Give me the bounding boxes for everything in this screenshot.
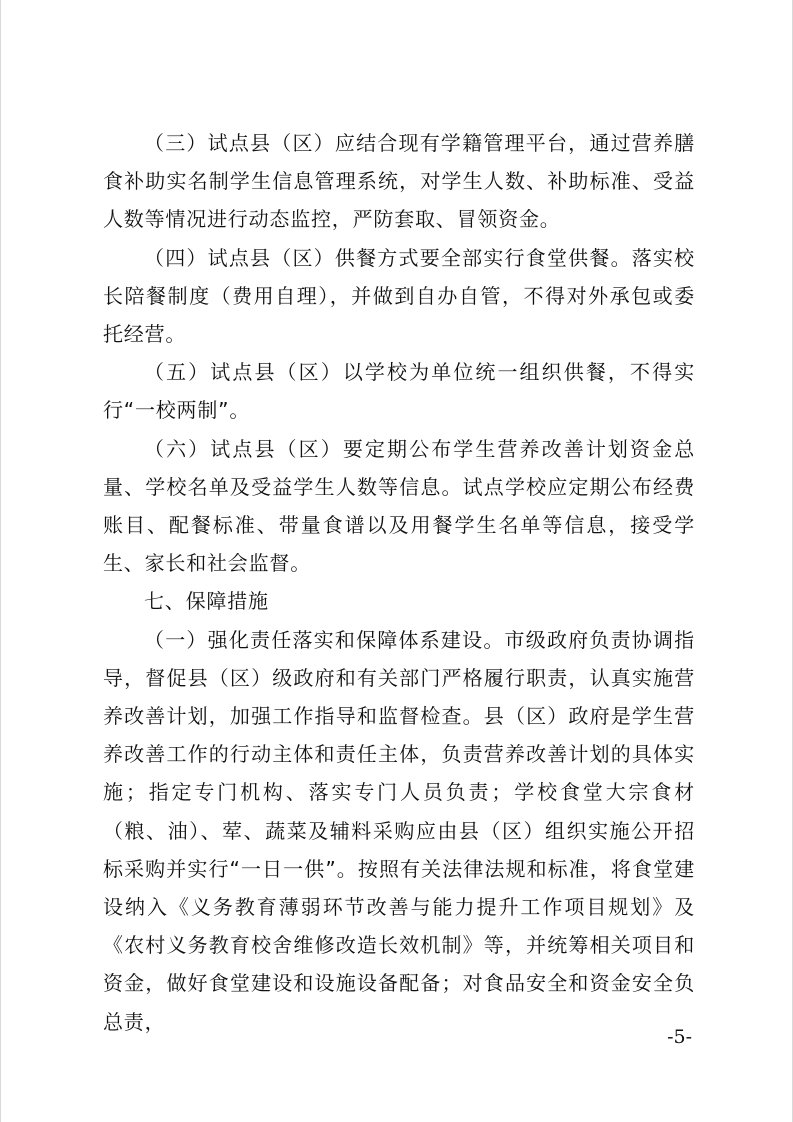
section-heading-safeguards: 七、保障措施	[144, 589, 269, 614]
paragraph-5-unified-supply: （五）试点县（区）以学校为单位统一组织供餐，不得实行“一校两制”。	[103, 360, 695, 423]
document-body	[103, 124, 695, 1041]
paragraph-4-canteen-supply: （四）试点县（区）供餐方式要全部实行食堂供餐。落实校长陪餐制度（费用自理），并做到自办自管，不得对外承包或委托经营。	[103, 245, 695, 347]
paragraph-6-public-disclosure: （六）试点县（区）要定期公布学生营养改善计划资金总量、学校名单及受益学生人数等信息。试点学校应定期公布经费账目、配餐标准、带量食谱以及用餐学生名单等信息，接受学生、家长和社会监督。	[103, 436, 695, 576]
paragraph-1-responsibility: （一）强化责任落实和保障体系建设。市级政府负责协调指导，督促县（区）级政府和有关部门严格履行职责，认真实施营养改善计划，加强工作指导和监督检查。县（区）政府是学生营养改善工作的行动主体和责任主体，负责营养改善计划的具体实施；指定专门机构、落实专门人员负责；学校食堂大宗食材（粮、油）、荤、蔬菜及辅料采购应由县（区）组织实施公开招标采购并实行“一日一供”。按照有关法律法规和标准，将食堂建设纳入《义务教育薄弱环节改善与能力提升工作项目规划》及《农村义务教育校舍维修改造长效机制》等，并统筹相关项目和资金，做好食堂建设和设施设备配备；对食品安全和资金安全负总责，	[103, 627, 695, 1034]
paragraph-3-data-monitoring: （三）试点县（区）应结合现有学籍管理平台，通过营养膳食补助实名制学生信息管理系统，对学生人数、补助标准、受益人数等情况进行动态监控，严防套取、冒领资金。	[103, 131, 695, 232]
page-number: -5-	[667, 1026, 692, 1048]
